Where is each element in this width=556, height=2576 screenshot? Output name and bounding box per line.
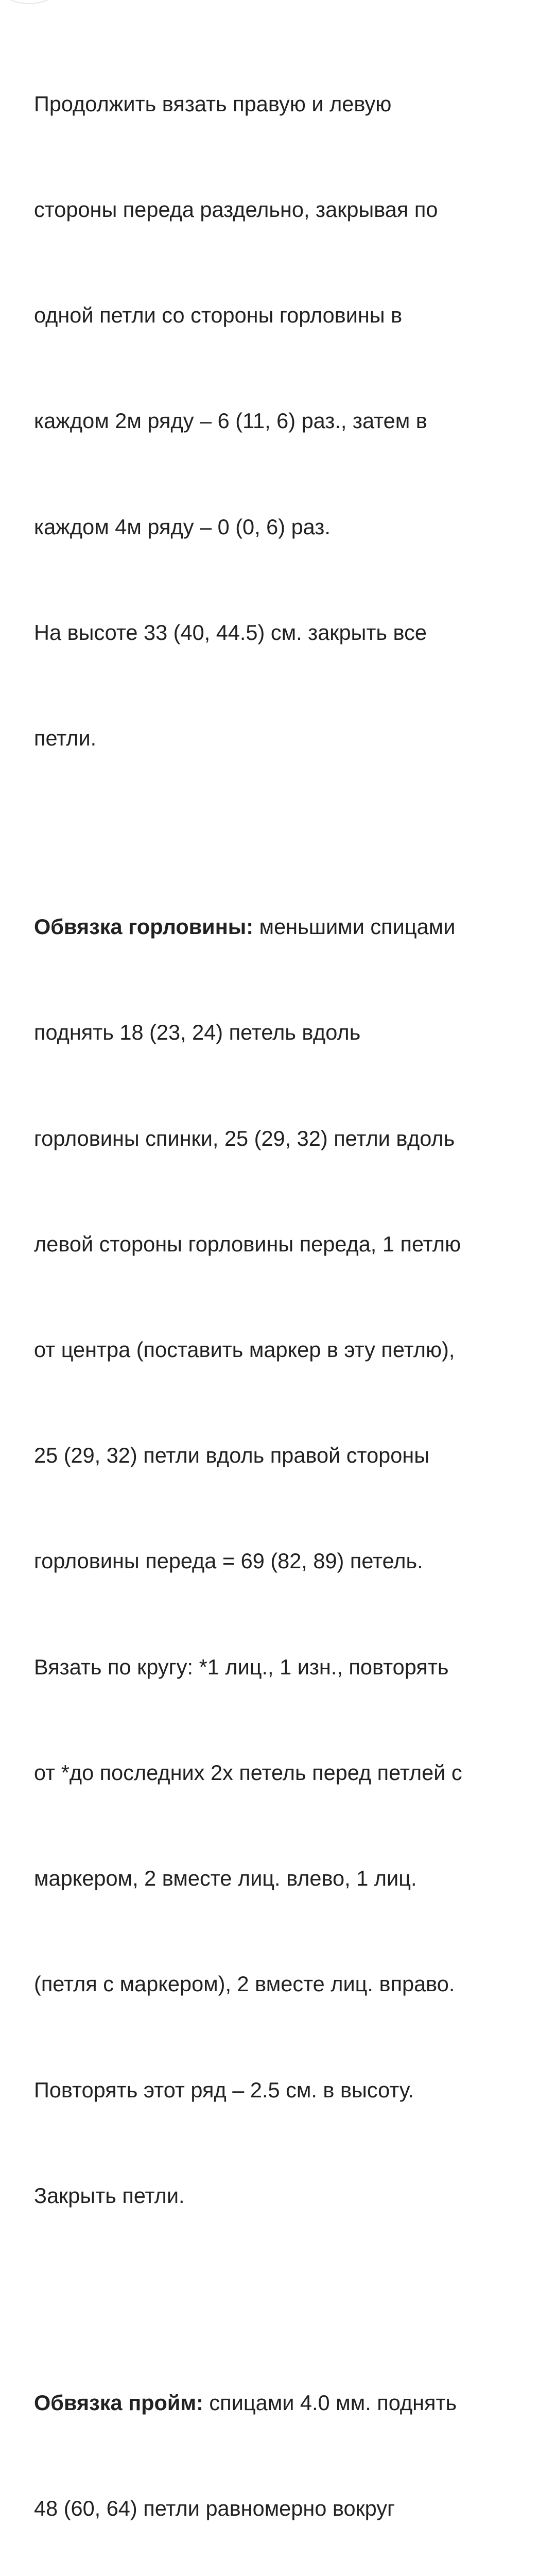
text-line: [34, 909, 528, 944]
text-line: Повторять этот ряд – 2.5 см. в высоту.: [34, 2077, 414, 2102]
text-line: 48 (60, 64) петли равномерно вокруг: [34, 2496, 395, 2521]
text-line: маркером, 2 вместе лиц. влево, 1 лиц.: [34, 1866, 417, 1891]
text-fragment: меньшими спицами: [253, 914, 456, 939]
text-line: одной петли со стороны горловины в: [34, 303, 403, 328]
text-line: левой стороны горловины переда, 1 петлю: [34, 1231, 461, 1256]
text-line: каждом 4м ряду – 0 (0, 6) раз.: [34, 514, 331, 539]
paragraph-armhole-edging: [34, 2315, 528, 2576]
text-line: Продолжить вязать правую и левую: [34, 91, 392, 116]
paragraph-front-sides: [34, 16, 528, 826]
text-line: (петля с маркером), 2 вместе лиц. вправо.: [34, 1972, 455, 1996]
text-fragment: спицами 4.0 мм. поднять: [203, 2390, 457, 2415]
section-heading: Обвязка пройм:: [34, 2390, 203, 2415]
text-line: Вязать по кругу: *1 лиц., 1 изн., повторять: [34, 1654, 449, 1679]
text-line: поднять 18 (23, 24) петель вдоль: [34, 1020, 361, 1045]
section-heading: Обвязка горловины:: [34, 914, 254, 939]
avatar: [0, 0, 66, 4]
text-line: На высоте 33 (40, 44.5) см. закрыть все: [34, 620, 427, 645]
text-line: стороны переда раздельно, закрывая по: [34, 197, 438, 222]
text-line: от центра (поставить маркер в эту петлю),: [34, 1337, 455, 1362]
article-text: [34, 16, 528, 2576]
text-line: [34, 2385, 528, 2420]
paragraph-neck-edging: [34, 839, 528, 2284]
text-line: горловины спинки, 25 (29, 32) петли вдоль: [34, 1126, 455, 1150]
text-line: горловины переда = 69 (82, 89) петель.: [34, 1549, 423, 1573]
text-line: 25 (29, 32) петли вдоль правой стороны: [34, 1443, 430, 1468]
text-line: от *до последних 2х петель перед петлей с: [34, 1760, 462, 1785]
text-line: петли.: [34, 726, 97, 751]
text-line: Закрыть петли.: [34, 2183, 185, 2208]
text-line: каждом 2м ряду – 6 (11, 6) раз., затем в: [34, 409, 427, 433]
